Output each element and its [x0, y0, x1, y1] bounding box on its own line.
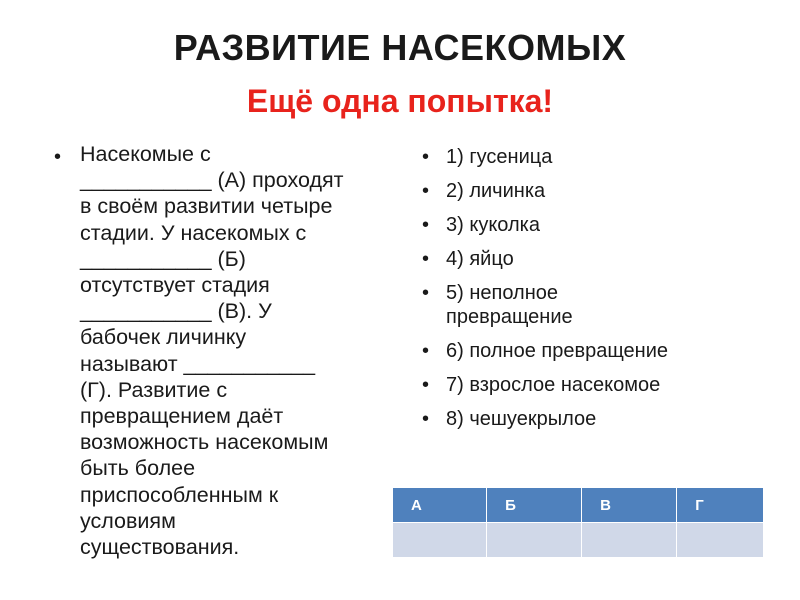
- bullet: •: [422, 248, 430, 270]
- answer-header-v: В: [582, 488, 677, 523]
- bullet: •: [422, 374, 430, 396]
- answer-header-b: Б: [487, 488, 582, 523]
- option-label: 7) взрослое насекомое: [446, 374, 661, 396]
- option-item: [422, 179, 782, 203]
- answer-cell-a[interactable]: [393, 523, 487, 558]
- option-label: 3) куколка: [446, 214, 540, 236]
- option-item: [422, 247, 782, 271]
- option-item: [422, 407, 782, 431]
- answer-table-row: [393, 523, 763, 558]
- answer-cell-b[interactable]: [487, 523, 582, 558]
- bullet: •: [422, 214, 430, 236]
- task-text-block: [54, 141, 394, 560]
- option-label: 1) гусеница: [446, 146, 553, 168]
- bullet: •: [422, 408, 430, 430]
- answer-table-header-row: [393, 488, 763, 523]
- answer-cell-v[interactable]: [582, 523, 677, 558]
- options-list: [422, 145, 782, 441]
- bullet: •: [422, 146, 430, 168]
- bullet: •: [54, 146, 62, 168]
- option-label: 5) неполное превращение: [446, 282, 573, 328]
- option-item: [422, 373, 782, 397]
- bullet: •: [422, 340, 430, 362]
- bullet: •: [422, 180, 430, 202]
- option-item: [422, 281, 782, 329]
- option-label: 4) яйцо: [446, 248, 514, 270]
- option-label: 6) полное превращение: [446, 340, 669, 362]
- answer-cell-g[interactable]: [677, 523, 763, 558]
- option-label: 8) чешуекрылое: [446, 408, 597, 430]
- slide-subtitle: Ещё одна попытка!: [246, 83, 554, 119]
- option-item: [422, 213, 782, 237]
- answer-table: [393, 488, 763, 557]
- option-item: [422, 339, 782, 363]
- option-label: 2) личинка: [446, 180, 546, 202]
- answer-header-g: Г: [677, 488, 763, 523]
- slide-title: РАЗВИТИЕ НАСЕКОМЫХ: [173, 27, 627, 68]
- bullet: •: [422, 282, 430, 304]
- option-item: [422, 145, 782, 169]
- answer-header-a: А: [393, 488, 487, 523]
- task-text: Насекомые с ___________ (А) проходят в своём развитии четыре стадии. У насекомых с ___________ (Б) отсутствует стадия ___________ (В). У бабочек личинку называют ___________ (Г). Развитие с превращением даёт возможность насекомым быть более приспособленным к условиям существования.: [80, 142, 344, 560]
